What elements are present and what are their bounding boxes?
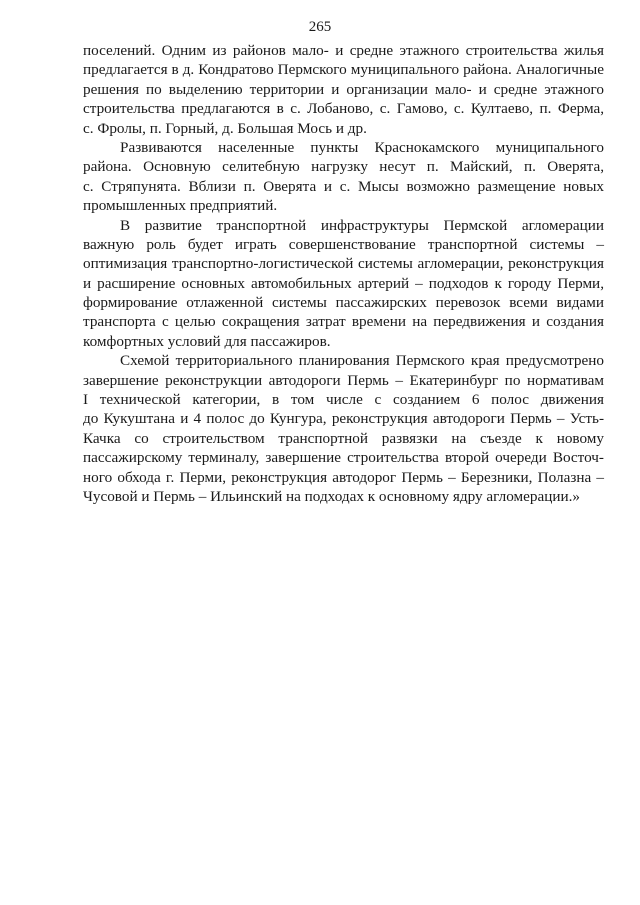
- text-line: поселений. Одним из районов мало- и средне этажного строительства жилья: [83, 42, 604, 59]
- text-line: завершение реконструкции автодороги Пермь – Екатеринбург по нормативам: [83, 371, 604, 389]
- text-line: с. Стряпунята. Вблизи п. Оверята и с. Мысы возможно размещение новых: [83, 177, 604, 195]
- text-line: пассажирскому терминалу, завершение строительства второй очереди Восточ-: [83, 449, 604, 467]
- text-line: формирование отлаженной системы пассажирских перевозок всеми видами: [83, 294, 604, 312]
- text-line: Развиваются населенные пункты Краснокамского муниципального: [120, 138, 604, 156]
- text-line: оптимизация транспортно-логистической системы агломерации, реконструкция: [83, 255, 604, 273]
- text-line: промышленных предприятий.: [83, 197, 278, 215]
- text-line: В развитие транспортной инфраструктуры Пермской агломерации: [120, 216, 604, 234]
- text-line: с. Фролы, п. Горный, д. Большая Мось и др.: [83, 119, 367, 137]
- text-line: ного обхода г. Перми, реконструкция автодорог Пермь – Березники, Полазна –: [83, 468, 604, 486]
- page-number: 265: [308, 19, 332, 35]
- paragraph-transport-infrastructure: [83, 216, 604, 352]
- text-line: до Кукуштана и 4 полос до Кунгура, реконструкция автодороги Пермь – Усть-: [83, 410, 604, 428]
- text-line: важную роль будет играть совершенствование транспортной системы –: [83, 235, 604, 253]
- text-line: Чусовой и Пермь – Ильинский на подходах к основному ядру агломерации.»: [83, 487, 580, 505]
- text-line: предлагается в д. Кондратово Пермского муниципального района. Аналогичные: [83, 61, 604, 79]
- text-line: I технической категории, в том числе с созданием 6 полос движения: [83, 391, 604, 409]
- text-line: строительства предлагаются в с. Лобаново, с. Гамово, с. Култаево, п. Ферма,: [83, 100, 604, 118]
- text-line: и расширение основных автомобильных артерий – подходов к городу Перми,: [83, 274, 604, 292]
- text-line: комфортных условий для пассажиров.: [83, 332, 331, 350]
- document-body: [83, 41, 604, 506]
- text-line: транспорта с целью сокращения затрат времени на передвижения и создания: [83, 313, 604, 331]
- paragraph-territorial-planning: [83, 351, 604, 506]
- text-line: района. Основную селитебную нагрузку несут п. Майский, п. Оверята,: [83, 158, 604, 176]
- text-line: решения по выделению территории и организации мало- и средне этажного: [83, 80, 604, 98]
- paragraph-krasnokamsk: [83, 138, 604, 216]
- paragraph-settlements: [83, 41, 604, 138]
- text-line: Схемой территориального планирования Пермского края предусмотрено: [120, 352, 604, 370]
- text-line: Качка со строительством транспортной развязки на съезде к новому: [83, 429, 604, 447]
